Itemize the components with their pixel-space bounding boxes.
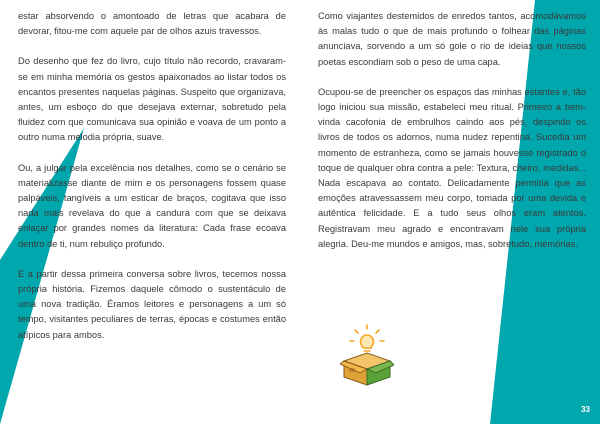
lightbulb-icon [350, 325, 384, 351]
left-text-column [18, 9, 286, 358]
page-number: 33 [581, 405, 590, 414]
right-text-column [318, 9, 586, 267]
paragraph: E a partir dessa primeira conversa sobre livros, tecemos nossa própria história. Fizemos daquele cômodo o sustentáculo de uma nova tradição. Éramos leitores e personagens a um só tempo, visitantes peculiares de terras, épocas e costumes então atípicos para ambos. [18, 268, 286, 340]
paragraph: Do desenho que fez do livro, cujo título não recordo, cravaram-se em minha memória os gestos apaixonados ao listar todos os encantos presentes naquelas páginas. Suspeito que organizava, antes, um esboço do que desejava externar, sobretudo pela fluidez com que comunicava sua opinião e voava de um ponto a outro numa melodia própria, suave. [18, 56, 286, 143]
paragraph: Ocupou-se de preencher os espaços das minhas estantes e, tão logo iniciou sua missão, estabeleci meu ritual. Primeiro a bem-vinda cacofonia de embrulhos caindo aos pés, despindo os livros de todos os adornos, numa nudez repentina. Sucedia um momento de estranheza, como se jamais houvesse registrado o toque de qualquer obra contra a pele: Textura, cheiro, medidas... Nada escapava ao contato. Delicadamente permitia que as emoções atravessassem meu corpo, tomada por uma devida e autêntica felicidade. E a tudo seus olhos eram atentos. Registravam meu agrado e encontravam nele sua própria alegria. Deu-me mundos e amigos, mas, sobretudo, memórias. [318, 86, 586, 249]
paragraph: Como viajantes destemidos de enredos tantos, acomodávamos às malas tudo o que de mais profundo o folhear das páginas anunciava, sorvendo a um só gole o rio de ideias que nossos poetas escondiam sob o peso de uma capa. [318, 11, 586, 67]
paragraph: estar absorvendo o amontoado de letras que acabara de devorar, fitou-me com aquele par de olhos azuis travessos. [18, 11, 286, 37]
open-box-with-lightbulb-icon [340, 323, 394, 387]
paragraph: Ou, a julgar pela excelência nos detalhes, como se o cenário se materializasse diante de mim e os personagens fossem quase palpáveis, tangíveis a um esticar de braços, cogitava que isso nada mais revelava do que a candura com que se deixava enlaçar por grandes nomes da literatura: Cada frase ecoava dentro de ti, num rebuliço profundo. [18, 162, 286, 249]
